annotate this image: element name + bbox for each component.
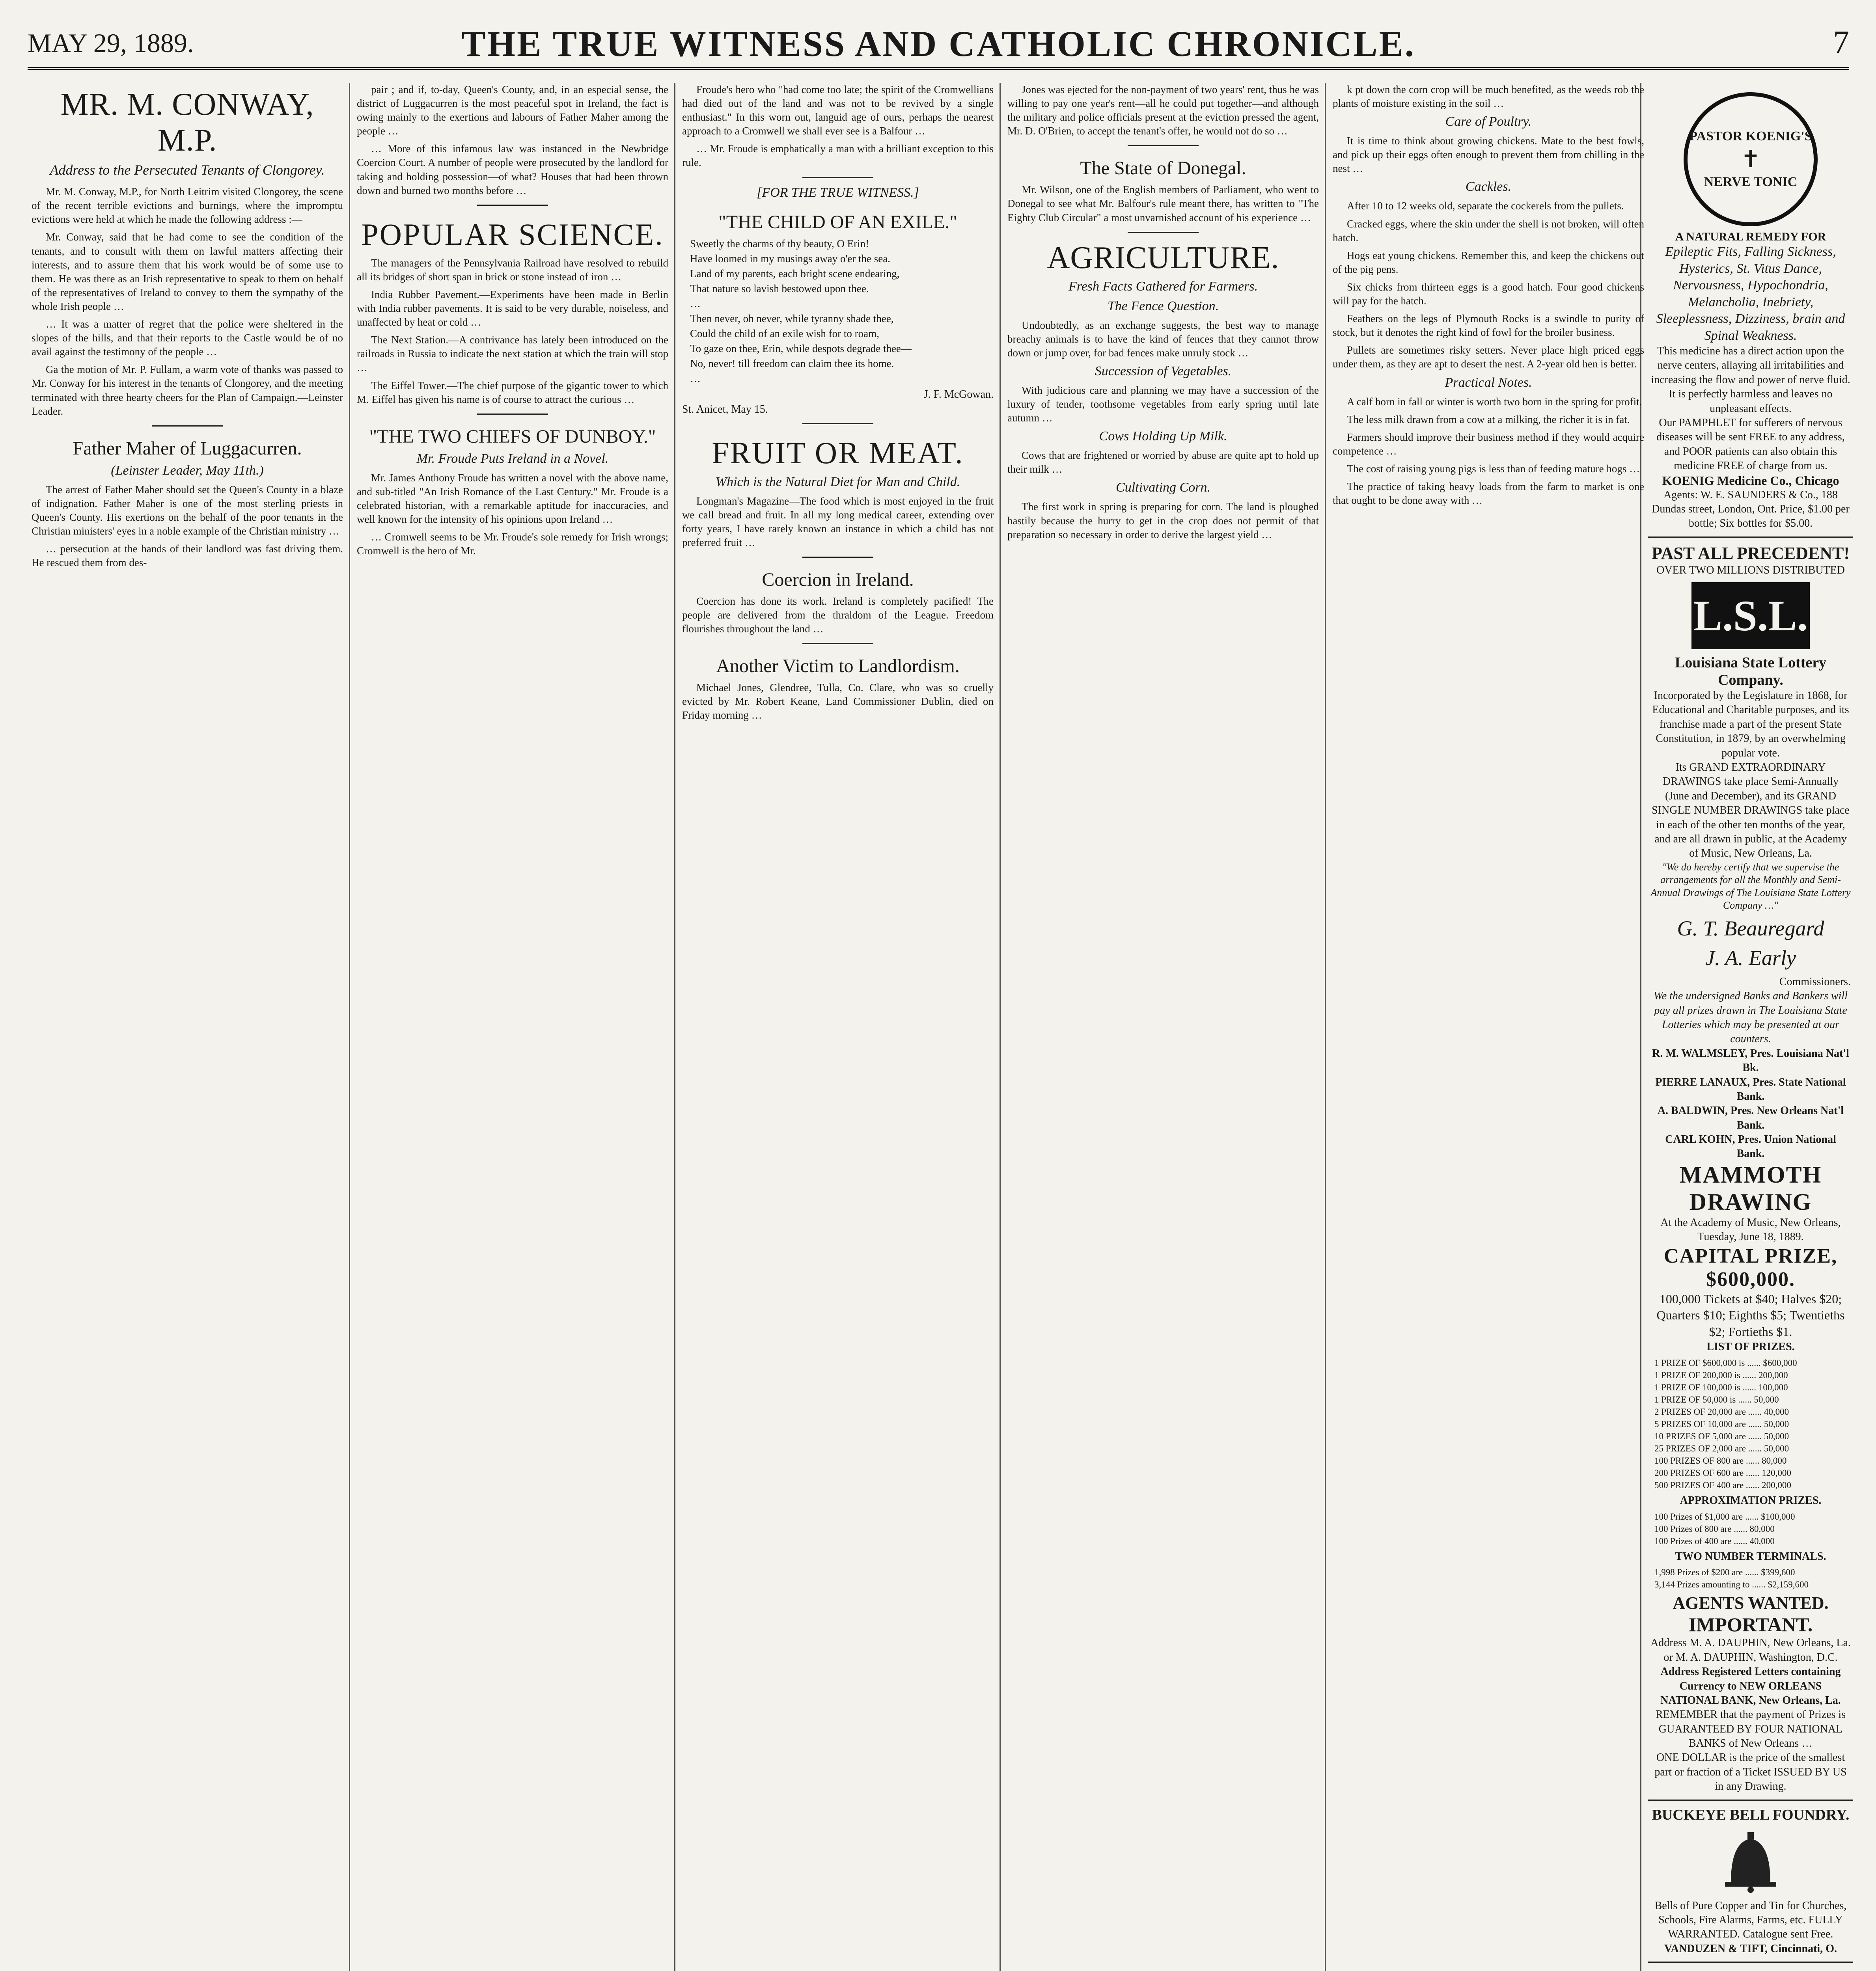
poem-place: St. Anicet, May 15. [682,403,768,415]
subsection-title: Care of Poultry. [1445,114,1532,129]
subsection-title: The Fence Question. [1107,298,1219,313]
column-1 [32,83,343,1971]
registered-letters: Address Registered Letters containing Currency to NEW ORLEANS NATIONAL BANK, New Orleans, La. [1660,1665,1841,1706]
article-headline: FRUIT OR MEAT. [712,435,964,470]
signature-early: J. A. Early [1705,946,1796,970]
newspaper-title: THE TRUE WITNESS AND CATHOLIC CHRONICLE. [461,24,1415,64]
article-paragraph: With judicious care and planning we may have a succession of the luxury of tender, toothsome vegetables from early spring until late autumn … [1007,384,1319,424]
section-divider [1128,145,1199,146]
article-paragraph: Hogs eat young chickens. Remember this, and keep the chickens out of the pig pens. [1333,249,1644,275]
koenig-logo [1684,92,1818,226]
prize-row: 200 PRIZES OF 600 are ...... 120,000 [1654,1468,1791,1478]
article-paragraph: Longman's Magazine—The food which is most enjoyed in the fruit we call bread and fruit. In all my long medical career, extending over forty years, I have rarely known an instance in which a child has not preferred fruit … [682,495,994,548]
subsection-title: Cackles. [1465,179,1512,194]
article-headline: Another Victim to Landlordism. [716,656,960,677]
section-divider [1128,232,1199,233]
ad-certificate: "We do hereby certify that we supervise the arrangements for all the Monthly and Semi-Annual Drawings of The Louisiana State Lottery Company …" [1650,861,1851,911]
drawing-heading: MAMMOTH DRAWING [1679,1161,1822,1215]
ad-heading: BUCKEYE BELL FOUNDRY. [1652,1806,1850,1823]
article-paragraph: Farmers should improve their business method if they would acquire competence … [1333,431,1644,457]
section-divider [477,414,548,415]
prize-row: 10 PRIZES OF 5,000 are ...... 50,000 [1654,1431,1789,1442]
ad-agents: Agents: W. E. SAUNDERS & Co., 188 Dundas street, London, Ont. Price, $1.00 per bottle; Six bottles for $5.00. [1652,488,1850,530]
article-paragraph: Coercion has done its work. Ireland is completely pacified! The people are delivered from the thraldom of the League. Freedom flourishes throughout the land … [682,595,994,635]
masthead [28,16,1849,70]
bank-line: CARL KOHN, Pres. Union National Bank. [1665,1133,1836,1160]
section-divider [802,557,873,558]
prize-row: 100 Prizes of 400 are ...... 40,000 [1654,1536,1775,1546]
article-paragraph: It is time to think about growing chickens. Mate to the best fowls, and pick up their eggs often enough to prevent them from chilling in the nest … [1333,135,1644,175]
ad-koenig-nerve-tonic [1648,83,1853,537]
poem-title: "THE CHILD OF AN EXILE." [718,211,957,233]
article-paragraph: … Mr. Froude is emphatically a man with a brilliant exception to this rule. [682,143,994,169]
column-2 [357,83,668,1971]
article-headline: MR. M. CONWAY, M.P. [60,87,314,158]
ad-subheading: OVER TWO MILLIONS DISTRIBUTED [1656,564,1845,576]
article-paragraph: The arrest of Father Maher should set the Queen's County in a blaze of indignation. Father Maher is one of the most sterling priests in Queen's County. His exertions on the behalf of the poor tenants in the Christian ministers' eyes in a noble example of the Christian ministry … [32,483,343,537]
article-paragraph: pair ; and if, to-day, Queen's County, and, in an especial sense, the district of Luggacurren is the most peaceful spot in Ireland, the fact is owing mainly to the exertions and labours of Father Maher among the people … [357,84,668,137]
prize-total: 3,144 Prizes amounting to ...... $2,159,600 [1654,1580,1809,1590]
article-paragraph: The practice of taking heavy loads from the farm to market is one that ought to be done away with … [1333,480,1644,507]
prize-row: 1 PRIZE OF $600,000 is ...... $600,000 [1654,1358,1797,1368]
agents-wanted: AGENTS WANTED. [1673,1593,1829,1613]
poem-line: Land of my parents, each bright scene endearing, [690,267,900,279]
section-heading: AGRICULTURE. [1047,240,1279,275]
poem-line: … [690,297,701,309]
section-divider [802,643,873,644]
article-paragraph: Six chicks from thirteen eggs is a good hatch. Four good chickens will pay for the hatch. [1333,281,1644,307]
article-paragraph: Froude's hero who "had come too late; the spirit of the Cromwellians had died out of the land and was not to be revived by a single enthusiast." In this worn out, languid age of ours, perhaps the nearest approach to a Cromwell we shall ever see is a Balfour … [682,84,994,137]
article-paragraph: The managers of the Pennsylvania Railroad have resolved to rebuild all its bridges of short span in brick or stone instead of iron … [357,257,668,283]
article-paragraph: Cracked eggs, where the skin under the shell is not broken, will often hatch. [1333,218,1644,244]
article-paragraph: Ga the motion of Mr. P. Fullam, a warm vote of thanks was passed to Mr. Conway for his interest in the tenants of Clongorey, and the meeting terminated with three hearty cheers for the Plan of Campaign.—Leinster Leader. [32,363,343,417]
poem-line: … [690,373,701,385]
article-paragraph: … Cromwell seems to be Mr. Froude's sole remedy for Irish wrongs; Cromwell is the hero of Mr. [357,531,668,557]
article-deck: Mr. Froude Puts Ireland in a Novel. [416,451,609,466]
ad-heading: PAST ALL PRECEDENT! [1651,543,1850,563]
section-deck: Fresh Facts Gathered for Farmers. [1068,279,1258,294]
poem-line: Then never, oh never, while tyranny shade thee, [690,313,894,325]
ad-company: KOENIG Medicine Co., Chicago [1662,473,1839,488]
prize-row: 100 Prizes of 800 are ...... 80,000 [1654,1524,1775,1534]
ad-buckeye-bell [1648,1800,1853,1962]
article-paragraph: The Next Station.—A contrivance has lately been introduced on the railroads in Russia to indicate the next station at which the train will stop … [357,334,668,374]
article-headline: "THE TWO CHIEFS OF DUNBOY." [369,426,656,447]
poem-line: That nature so lavish bestowed upon thee. [690,282,869,294]
column-rule [349,83,350,1971]
subsection-title: Cows Holding Up Milk. [1099,429,1227,444]
approx-title: APPROXIMATION PRIZES. [1680,1494,1822,1507]
bell-icon [1707,1827,1794,1894]
column-5 [1333,83,1644,1971]
ad-list: Epileptic Fits, Falling Sickness, Hysterics, St. Vitus Dance, Nervousness, Hypochondria, Melancholia, Inebriety, Sleeplessness, Dizziness, brain and Spinal Weakness. [1656,244,1845,343]
article-paragraph: … persecution at the hands of their landlord was fast driving them. He rescued them from des- [32,543,343,569]
article-paragraph: Undoubtedly, as an exchange suggests, the best way to manage breachy animals is to have the kind of fences that they cannot throw down or jump over, for bad fences make unruly stock … [1007,319,1319,359]
logo-text-top: PASTOR KOENIG'S [1689,129,1812,143]
ad-body: Bells of Pure Copper and Tin for Churches, Schools, Fire Alarms, Farms, etc. FULLY WARRANTED. Catalogue sent Free. [1654,1899,1847,1941]
article-paragraph: … More of this infamous law was instanced in the Newbridge Coercion Court. A number of people were prosecuted by the landlord for taking and holding possession—of what? Houses that had been thrown down and burned two months before … [357,143,668,196]
bank-line: A. BALDWIN, Pres. New Orleans Nat'l Bank. [1657,1105,1844,1131]
article-paragraph: Mr. M. Conway, M.P., for North Leitrim visited Clongorey, the scene of the recent terrible evictions and burnings, where the impromptu evictions were held at which he made the following address :— [32,186,343,225]
article-paragraph: After 10 to 12 weeks old, separate the cockerels from the pullets. [1347,200,1624,212]
commissioners-label: Commissioners. [1779,975,1851,988]
article-headline: The State of Donegal. [1080,158,1246,179]
article-paragraph: … It was a matter of regret that the police were sheltered in the slopes of the hills, and that their reports to the Castle would be of no avail against the testimony of the people … [32,318,343,358]
prize-row: 500 PRIZES OF 400 are ...... 200,000 [1654,1480,1791,1490]
poem-label: [FOR THE TRUE WITNESS.] [757,185,919,200]
ad-body: Its GRAND EXTRAORDINARY DRAWINGS take place Semi-Annually (June and December), and its GRAND SINGLE NUMBER DRAWINGS take place in each of the other ten months of the year, and are all drawn in public, at the Academy of Music, New Orleans, La. [1652,761,1850,860]
terminal-title: TWO NUMBER TERMINALS. [1675,1550,1826,1563]
article-paragraph: The Eiffel Tower.—The chief purpose of the gigantic tower to which M. Eiffel has given his name is of course to attract the curious … [357,379,668,405]
logo-text-bottom: NERVE TONIC [1704,175,1798,189]
poem-line: Sweetly the charms of thy beauty, O Erin! [690,237,869,250]
page-number: 7 [1833,24,1849,60]
article-headline: Coercion in Ireland. [762,569,914,590]
prize-row: 100 Prizes of $1,000 are ...... $100,000 [1654,1511,1795,1522]
prize-row: 5 PRIZES OF 10,000 are ...... 50,000 [1654,1419,1789,1429]
article-headline: POPULAR SCIENCE. [361,217,664,251]
article-paragraph: k pt down the corn crop will be much benefited, as the weeds rob the plants of moisture existing in the soil … [1333,84,1644,110]
ad-heading: A NATURAL REMEDY FOR [1675,230,1826,243]
ad-body: This medicine has a direct action upon the nerve centers, allaying all irritabilities and increasing the flow and power of nerve fluid. It is perfectly harmless and leaves no unpleasant effects. [1651,345,1850,415]
one-dollar-note: ONE DOLLAR is the price of the smallest part or fraction of a Ticket ISSUED BY US in any Drawing. [1654,1751,1847,1793]
article-paragraph: Jones was ejected for the non-payment of two years' rent, thus he was willing to pay one year's rent—all he could put together—and although the military and police officials present at the eviction pressed the agent, Mr. D. O'Brien, to accept the tenant's offer, he would not do so … [1007,84,1319,137]
article-paragraph: The less milk drawn from a cow at a milking, the richer it is in fat. [1347,413,1630,425]
poem [682,237,994,386]
poem-signature: J. F. McGowan. [923,388,994,401]
advertisements-column [1648,83,1853,1971]
ad-body: Incorporated by the Legislature in 1868, for Educational and Charitable purposes, and its franchise made a part of the present State Constitution, in 1879, by an overwhelming popular vote. [1652,689,1849,759]
poem-line: Have loomed in my musings away o'er the sea. [690,252,890,265]
prize-row: 1 PRIZE OF 50,000 is ...... 50,000 [1654,1394,1779,1405]
ad-louisiana-lottery [1648,537,1853,1800]
ad-company: Louisiana State Lottery Company. [1675,654,1827,689]
article-deck: Which is the Natural Diet for Man and Child. [715,474,960,489]
article-paragraph: Michael Jones, Glendree, Tulla, Co. Clare, who was so cruelly evicted by Mr. Robert Keane, Land Commissioner Dublin, died on Friday morning … [682,682,994,721]
article-paragraph: Mr. Conway, said that he had come to see the condition of the tenants, and to consult with them on lawful matters affecting their interests, and to assure them that his work would be of some use to them. He was there as an Irish representative to speak to them on behalf of the representatives of Ireland to convey to them the sympathy of the whole Irish people … [32,231,343,312]
column-4 [1007,83,1319,1971]
article-paragraph: The cost of raising young pigs is less than of feeding mature hogs … [1347,462,1640,475]
article-paragraph: A calf born in fall or winter is worth two born in the spring for profit. [1347,395,1642,408]
section-divider [477,205,548,206]
prize-list-title: LIST OF PRIZES. [1706,1341,1795,1353]
ad-banks-note: We the undersigned Banks and Bankers will pay all prizes drawn in The Louisiana State Lotteries which may be presented at our counters. [1653,990,1848,1045]
prize-row: 1 PRIZE OF 200,000 is ...... 200,000 [1654,1370,1788,1380]
subsection-title: Cultivating Corn. [1116,480,1210,495]
subsection-title: Practical Notes. [1445,375,1532,390]
important-heading: IMPORTANT. [1688,1613,1813,1636]
prize-row: 100 PRIZES OF 800 are ...... 80,000 [1654,1456,1787,1466]
lsl-logo: L.S.L. [1691,582,1810,649]
cross-icon: ✝ [1740,146,1761,172]
column-rule [674,83,675,1971]
issue-date: MAY 29, 1889. [28,28,194,58]
ticket-prices: 100,000 Tickets at $40; Halves $20; Quarters $10; Eighths $5; Twentieths $2; Fortieths $1. [1656,1291,1845,1339]
prize-row: 1,998 Prizes of $200 are ...... $399,600 [1654,1567,1795,1578]
article-paragraph: India Rubber Pavement.—Experiments have been made in Berlin with India rubber pavements. It is said to be very durable, noiseless, and unaffected by heat or cold … [357,288,668,328]
capital-prize: CAPITAL PRIZE, $600,000. [1663,1244,1838,1291]
signature-beauregard: G. T. Beauregard [1677,916,1824,940]
prize-row: 25 PRIZES OF 2,000 are ...... 50,000 [1654,1444,1789,1454]
section-divider [802,177,873,178]
ad-cincinnati-bell [1648,1962,1853,1971]
section-divider [152,425,223,427]
bank-line: R. M. WALMSLEY, Pres. Louisiana Nat'l Bk. [1652,1047,1849,1074]
prize-row: 2 PRIZES OF 20,000 are ...... 40,000 [1654,1407,1789,1417]
approx-table [1654,1511,1847,1547]
article-paragraph: Pullets are sometimes risky setters. Never place high priced eggs under them, as they are apt to desert the nest. A 2-year old hen is better. [1333,344,1644,370]
column-rule [1000,83,1001,1971]
column-3 [682,83,994,1971]
address-line: or M. A. DAUPHIN, Washington, D.C. [1663,1651,1838,1664]
ad-company: VANDUZEN & TIFT, Cincinnati, O. [1664,1942,1837,1955]
article-paragraph: The first work in spring is preparing for corn. The land is ploughed hastily because the hurry to get in the crop does not permit of that preparation so necessary in order to derive the largest yield … [1007,501,1319,540]
article-paragraph: Mr. James Anthony Froude has written a novel with the above name, and sub-titled "An Irish Romance of the Last Century." Mr. Froude is a celebrated historian, with a remarkable aptitude for inaccuracies, and well known for the intensity of his opinions upon Ireland … [357,471,668,525]
article-headline: Father Maher of Luggacurren. [73,438,302,459]
prize-row: 1 PRIZE OF 100,000 is ...... 100,000 [1654,1382,1788,1392]
ad-body: Our PAMPHLET for sufferers of nervous diseases will be sent FREE to any address, and POOR patients can also obtain this medicine FREE of charge from us. [1656,416,1845,472]
article-paragraph: Mr. Wilson, one of the English members of Parliament, who went to Donegal to see what Mr. Balfour's rule meant there, has written to "The Eighty Club Circular" a most unvarnished account of his experience … [1007,184,1319,224]
prize-table [1654,1357,1847,1492]
section-divider [802,423,873,424]
subsection-title: Succession of Vegetables. [1095,363,1232,378]
bank-line: PIERRE LANAUX, Pres. State National Bank. [1655,1076,1846,1103]
address-line: Address M. A. DAUPHIN, New Orleans, La. [1650,1637,1851,1649]
poem-line: Could the child of an exile wish for to roam, [690,328,879,340]
article-deck: Address to the Persecuted Tenants of Clongorey. [50,162,325,178]
article-paragraph: Cows that are frightened or worried by abuse are quite apt to hold up their milk … [1007,449,1319,475]
article-paragraph: Feathers on the legs of Plymouth Rocks is a swindle to purity of stock, but it denotes the right kind of fowl for the broiler business. [1333,313,1644,339]
drawing-date: At the Academy of Music, New Orleans, Tuesday, June 18, 1889. [1660,1216,1841,1243]
column-rule [1325,83,1326,1971]
poem-line: To gaze on thee, Erin, while despots degrade thee— [690,343,912,355]
remember-note: REMEMBER that the payment of Prizes is GUARANTEED BY FOUR NATIONAL BANKS of New Orleans … [1655,1708,1846,1750]
terminal-table [1654,1566,1847,1591]
article-source: (Leinster Leader, May 11th.) [111,463,264,478]
poem-line: No, never! till freedom can claim thee its home. [690,358,894,370]
